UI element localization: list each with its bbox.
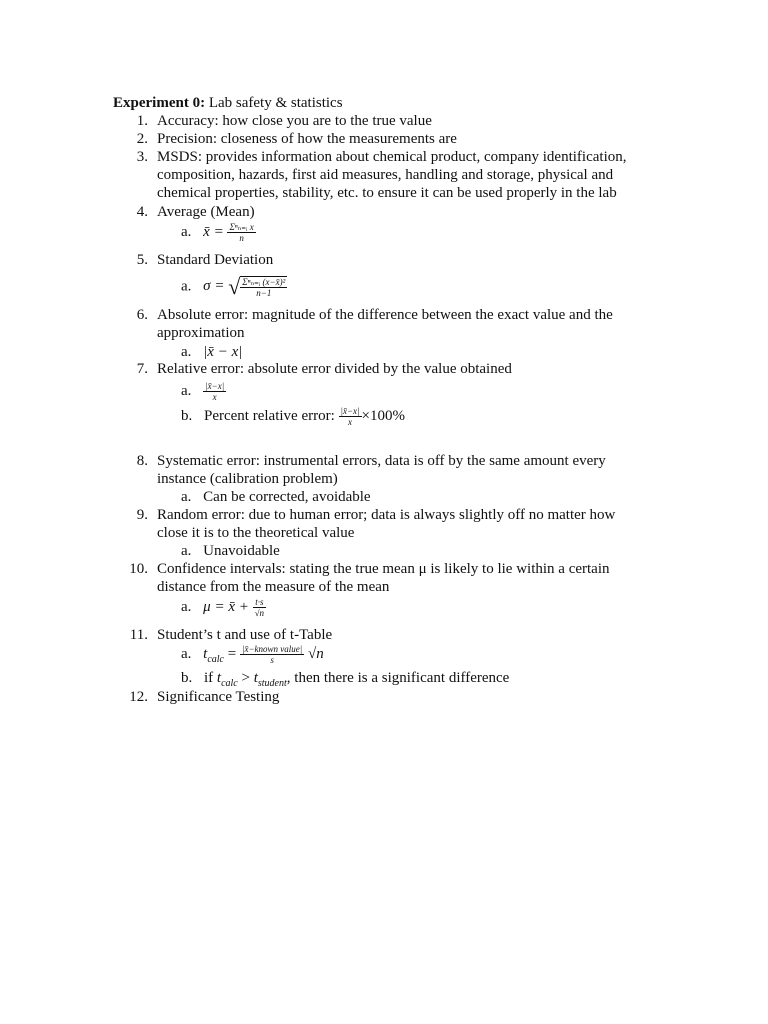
sub-label: a. (181, 278, 192, 295)
fraction-denominator: s (240, 654, 304, 665)
list-item-text: chemical properties, stability, etc. to ensure it can be used properly in the lab (157, 185, 617, 201)
list-item-text: Accuracy: how close you are to the true value (157, 113, 432, 129)
gt-symbol: > (237, 670, 254, 686)
sub-label: a. (181, 645, 192, 662)
formula-std-dev (181, 276, 287, 298)
sub-item (181, 542, 280, 560)
formula-relative-error (181, 381, 226, 402)
formula-lhs: μ = x̄ + (203, 598, 249, 615)
formula-fraction (339, 406, 362, 427)
item-number: 10. (129, 561, 148, 577)
t-subscript: calc (221, 678, 238, 689)
list-item-text: distance from the measure of the mean (157, 579, 390, 595)
fraction-denominator: √n (254, 608, 265, 618)
item-number: 5. (136, 252, 148, 268)
item-number: 11. (129, 627, 148, 643)
sub-label: b. (181, 407, 193, 424)
item-number: 7. (136, 361, 148, 377)
formula-fraction (227, 222, 255, 243)
formula-fraction (203, 381, 226, 402)
formula-mean (181, 222, 256, 243)
sub-text: Can be corrected, avoidable (203, 489, 371, 505)
list-item-text: Systematic error: instrumental errors, data is off by the same amount every (157, 453, 606, 469)
item-number: 4. (136, 204, 148, 220)
formula-percent-relative-error (181, 406, 405, 427)
formula-lhs-main: t (203, 645, 208, 662)
formula-confidence-interval (181, 597, 266, 618)
item-number: 3. (136, 149, 148, 165)
list-item-text: Precision: closeness of how the measurements are (157, 131, 457, 147)
list-item-text: Confidence intervals: stating the true mean μ is likely to lie within a certain (157, 561, 610, 577)
item-number: 1. (136, 113, 148, 129)
formula-t-calc (181, 644, 324, 669)
fraction-numerator: |x̄−x| (340, 406, 360, 416)
t-subscript: student (257, 678, 287, 689)
sub-label: a. (181, 382, 192, 399)
formula-expr: |x̄ − x| (203, 344, 243, 360)
formula-lhs-sub: calc (207, 653, 224, 665)
page-title (113, 94, 343, 112)
list-item-text: approximation (157, 325, 245, 341)
list-item-text: Standard Deviation (157, 252, 274, 268)
formula-fraction (240, 276, 287, 298)
item-number: 2. (136, 131, 148, 147)
formula-absolute-error (181, 343, 242, 361)
formula-tail: ×100% (361, 407, 405, 424)
fraction-denominator: n (227, 232, 255, 243)
list-item-text: MSDS: provides information about chemical product, company identification, (157, 149, 627, 165)
list-item-text: instance (calibration problem) (157, 471, 338, 487)
sub-label: a. (181, 543, 192, 559)
t-symbol: t (253, 670, 258, 686)
sub-label: a. (181, 598, 192, 615)
formula-lhs: x̄ = (203, 223, 224, 240)
item-number: 8. (136, 453, 148, 469)
item-number: 6. (136, 307, 148, 323)
title-bold: Experiment 0: (113, 95, 206, 111)
formula-fraction (240, 644, 304, 665)
formula-eq: = (227, 645, 237, 662)
list-item-text: Significance Testing (157, 689, 280, 705)
fraction-denominator: x (339, 416, 362, 427)
list-item-text: Absolute error: magnitude of the difference between the exact value and the (157, 307, 613, 323)
list-item-text: close it is to the theoretical value (157, 525, 355, 541)
fraction-numerator: Σⁿₙ₌ᵢ x (229, 222, 254, 232)
sub-item (181, 488, 371, 506)
fraction-denominator: n−1 (240, 287, 287, 298)
list-item-text: Relative error: absolute error divided by the value obtained (157, 361, 512, 377)
fraction-numerator: t·s (255, 597, 264, 607)
item-number: 9. (136, 507, 148, 523)
sub-text-post: , then there is a significant difference (286, 670, 510, 686)
formula-fraction (253, 597, 266, 618)
sub-label: a. (181, 223, 192, 240)
fraction-numerator: Σⁿₙ₌ᵢ (x−x̄)² (242, 277, 286, 287)
sub-text: Unavoidable (203, 543, 280, 559)
item-number: 12. (129, 689, 148, 705)
list-item-text: Average (Mean) (157, 204, 255, 220)
formula-lhs: σ = (203, 278, 225, 295)
fraction-numerator: |x̄−x| (205, 381, 225, 391)
list-item-text: composition, hazards, first aid measures, handling and storage, physical and (157, 167, 614, 183)
fraction-denominator: x (203, 391, 226, 402)
t-symbol: t (216, 670, 222, 686)
list-item-text: Random error: due to human error; data is always slightly off no matter how (157, 507, 616, 523)
sub-label: a. (181, 489, 192, 505)
sub-text: Percent relative error: (204, 407, 335, 424)
list-item-text: Student’s t and use of t-Table (157, 627, 333, 643)
fraction-numerator: |x̄−known value| (241, 644, 303, 654)
formula-tail: √n (307, 645, 324, 662)
sub-text-pre: if (204, 670, 217, 686)
sub-label: b. (181, 670, 193, 686)
sub-label: a. (181, 344, 192, 360)
sqrt-icon: √ (228, 274, 241, 299)
title-rest: Lab safety & statistics (205, 95, 343, 111)
